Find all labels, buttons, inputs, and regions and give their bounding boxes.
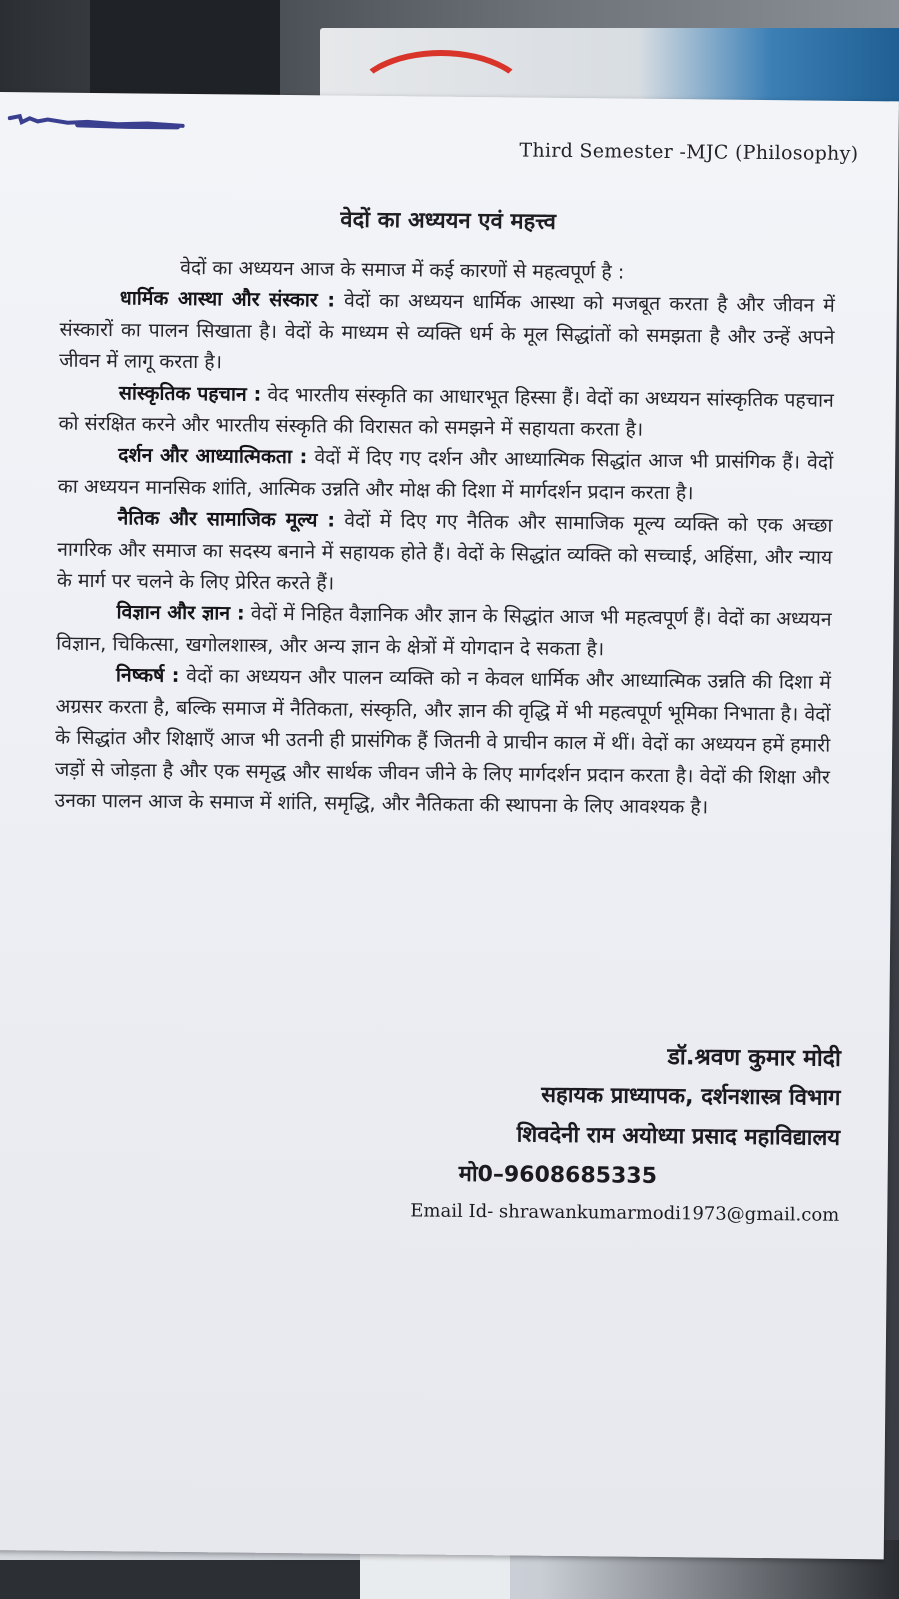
section-paragraph <box>59 282 835 384</box>
document-body <box>54 251 835 824</box>
author-college: शिवदेनी राम अयोध्या प्रसाद महाविद्यालय <box>516 1122 841 1151</box>
section-paragraph <box>58 376 834 447</box>
section-heading: दर्शन और आध्यात्मिकता : <box>118 443 308 469</box>
paper-sheet <box>0 92 899 1559</box>
background-floor-dark <box>0 1560 360 1599</box>
section-heading: नैतिक और सामाजिक मूल्य : <box>117 506 336 532</box>
section-body: वेदों में दिए गए नैतिक और सामाजिक मूल्य व्यक्ति को एक अच्छा नागरिक और समाज का सदस्य बनाने में सहायक होते हैं। वेदों के सिद्धांत व्यक्ति को सच्चाई, अहिंसा, और न्याय के मार्ग पर चलने के लिए प्रेरित करते हैं। <box>56 508 833 595</box>
conclusion-paragraph <box>54 659 831 824</box>
author-email: Email Id- shrawankumarmodi1973@gmail.com <box>410 1200 840 1226</box>
section-heading: सांस्कृतिक पहचान : <box>118 380 262 406</box>
document-title: वेदों का अध्ययन एवं महत्त्व <box>340 207 557 235</box>
author-mobile: मो0–9608685335 <box>458 1161 658 1189</box>
section-paragraph <box>56 596 832 667</box>
background-dark-object <box>90 0 280 95</box>
section-body: वेदों का अध्ययन और पालन व्यक्ति को न केवल धार्मिक और आध्यात्मिक उन्नति की दिशा में अग्रसर करता है, बल्कि समाज में नैतिकता, संस्कृति, और ज्ञान की वृद्धि में भी महत्वपूर्ण भूमिका निभाता है। वेदों के सिद्धांत और शिक्षाएँ आज भी उतनी ही प्रासंगिक हैं जितनी वे प्राचीन काल में थीं। वेदों का अध्ययन हमें हमारी जड़ों से जोड़ता है और एक समृद्ध और सार्थक जीवन जीने के लिए मार्गदर्शन प्रदान करता है। वेदों की शिक्षा और उनका पालन आज के समाज में शांति, समृद्धि, और नैतिकता की स्थापना के लिए आवश्यक है। <box>54 664 831 819</box>
author-name: डॉ.श्रवण कुमार मोदी <box>667 1044 842 1072</box>
section-body: वेदों का अध्ययन धार्मिक आस्था को मजबूत करता है और जीवन में संस्कारों का पालन सिखाता है। वेदों के माध्यम से व्यक्ति धर्म के मूल सिद्धांतों को समझता है और उन्हें अपने जीवन में लागू करता है। <box>59 289 835 374</box>
semester-header: Third Semester -MJC (Philosophy) <box>519 139 859 165</box>
intro-paragraph: वेदों का अध्ययन आज के समाज में कई कारणों से महत्वपूर्ण है : <box>180 255 625 284</box>
section-body: वेदों में निहित वैज्ञानिक और ज्ञान के सिद्धांत आज भी महत्वपूर्ण हैं। वेदों का अध्ययन विज्ञान, चिकित्सा, खगोलशास्त्र, और अन्य ज्ञान के क्षेत्रों में योगदान दे सकता है। <box>56 602 832 661</box>
section-paragraph <box>57 502 833 604</box>
section-heading: विज्ञान और ज्ञान : <box>116 600 245 626</box>
section-paragraph <box>58 439 834 510</box>
signature-block <box>410 1034 841 1232</box>
section-heading: धार्मिक आस्था और संस्कार : <box>119 286 336 312</box>
section-heading: निष्कर्ष : <box>115 663 180 688</box>
author-designation: सहायक प्राध्यापक, दर्शनशास्त्र विभाग <box>541 1082 841 1111</box>
handwritten-scribble-icon <box>8 112 188 132</box>
section-body: वेदों में दिए गए दर्शन और आध्यात्मिक सिद्धांत आज भी प्रासंगिक हैं। वेदों का अध्ययन मानसिक शांति, आत्मिक उन्नति और मोक्ष की दिशा में मार्गदर्शन प्रदान करता है। <box>57 445 834 505</box>
section-body: वेद भारतीय संस्कृति का आधारभूत हिस्सा हैं। वेदों का अध्ययन सांस्कृतिक पहचान को संरक्षित करने और भारतीय संस्कृति की विरासत को समझने में सहायता करता है। <box>58 382 834 441</box>
